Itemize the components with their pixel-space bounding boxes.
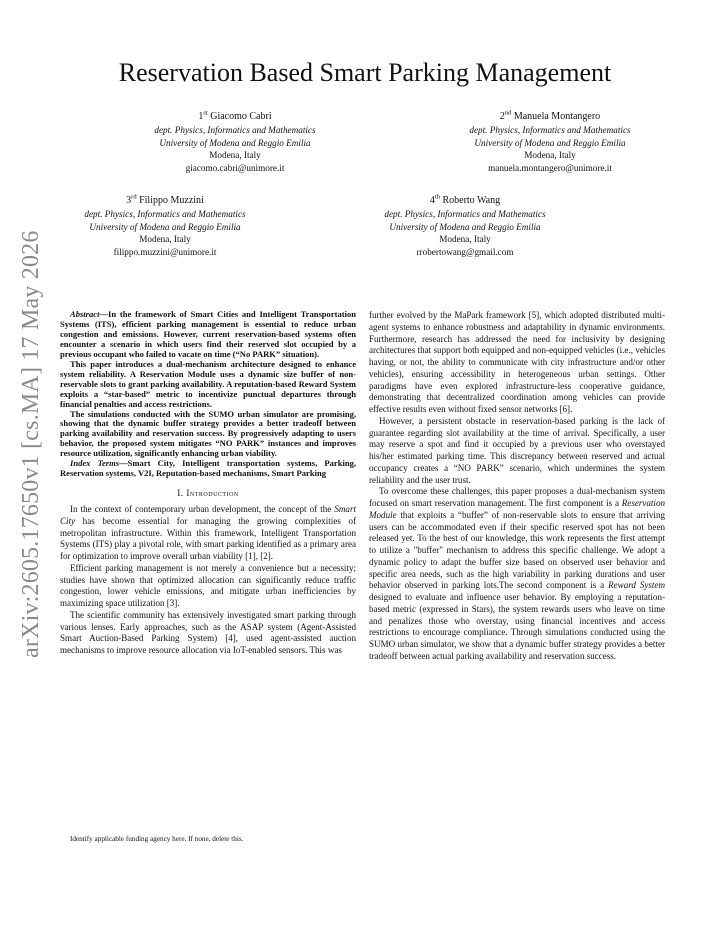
author-city: Modena, Italy: [524, 150, 576, 161]
funding-footnote: Identify applicable funding agency here. If none, delete this.: [70, 835, 244, 843]
paper-title: Reservation Based Smart Parking Management: [118, 58, 612, 87]
author-university: University of Modena and Reggio Emilia: [389, 221, 541, 232]
author-university: University of Modena and Reggio Emilia: [159, 137, 311, 148]
author-name: 4th Roberto Wang: [429, 193, 501, 206]
author-city: Modena, Italy: [139, 234, 191, 245]
author-block-2: [425, 110, 675, 174]
author-block-1: [110, 110, 360, 174]
author-name: 1st Giacomo Cabri: [198, 109, 272, 122]
abstract-paragraph: The simulations conducted with the SUMO urban simulator are promising, showing that the dynamic buffer strategy provides a better tradeoff between parking availability and reservation success. By progressively adapting to users behavior, the proposed system mitigates “NO PARK” instances and improves resource utilization, significantly enhancing urban viability.: [60, 408, 356, 459]
arxiv-side-stamp: arXiv:2605.17650v1 [cs.MA] 17 May 2026: [18, 230, 44, 658]
abstract-paragraph: This paper introduces a dual-mechanism architecture designed to enhance system reliability. A Reservation Module uses a dynamic size buffer of non-reservable slots to grant parking availability. A reputation-based Reward System exploits a “star-based” metric to incentivize punctual departures through financial penalties and access restrictions.: [60, 358, 356, 409]
author-dept: dept. Physics, Informatics and Mathematics: [469, 125, 631, 135]
author-email: filippo.muzzini@unimore.it: [113, 246, 217, 257]
body-paragraph: In the context of contemporary urban development, the concept of the Smart City has become essential for managing the growing complexities of metropolitan infrastructure. Within this framework, Intelligent Transportation Systems (ITS) play a pivotal role, with smart parking identified as a primary area for optimization to improve overall urban viability [1], [2].: [60, 504, 356, 562]
abstract-lead: Abstract: [70, 309, 100, 319]
author-name: 3rd Filippo Muzzini: [126, 193, 204, 206]
author-name: 2nd Manuela Montangero: [499, 109, 601, 122]
author-block-4: [340, 194, 590, 258]
author-dept: dept. Physics, Informatics and Mathematics: [84, 209, 246, 219]
index-terms: Index Terms—Smart City, Intelligent transportation systems, Parking, Reservation systems, V2I, Reputation-based mechanisms, Smart Parking: [60, 458, 357, 479]
right-column-body: [369, 310, 665, 663]
body-paragraph: However, a persistent obstacle in reservation-based parking is the lack of guarantee regarding slot availability at the time of arrival. Specifically, a user may reserve a spot and find it occupied by a previous user who overstayed his/her estimated parking time. This discrepancy between reserved and actual occupancy creates a “NO PARK” scenario, which undermines the system reliability and the user trust.: [369, 415, 665, 485]
author-block-3: [40, 194, 290, 258]
author-city: Modena, Italy: [439, 234, 491, 245]
body-paragraph: The scientific community has extensively investigated smart parking through various lenses. Early approaches, such as the ASAP system (Agent-Assisted Smart Auction-Based Parking System) [4], used agent-assisted auction mechanisms to improve resource allocation via IoT-enabled sensors. This was: [60, 609, 356, 656]
author-dept: dept. Physics, Informatics and Mathematics: [154, 125, 316, 135]
author-dept: dept. Physics, Informatics and Mathematics: [384, 209, 546, 219]
abstract-paragraph: Abstract—In the framework of Smart Cities and Intelligent Transportation Systems (ITS), efficient parking management is essential to reduce urban congestion and emissions. However, current reservation-based systems often encounter a scenario in which users find their reserved slot occupied by a previous occupant who failed to vacate on time (“No PARK” situation).: [60, 309, 356, 359]
author-university: University of Modena and Reggio Emilia: [474, 137, 626, 148]
author-email: giacomo.cabri@unimore.it: [185, 162, 285, 173]
abstract: [60, 310, 356, 479]
author-city: Modena, Italy: [209, 150, 261, 161]
right-column: [369, 310, 665, 663]
section-heading-introduction: I. Introduction: [177, 488, 239, 499]
author-email: manuela.montangero@unimore.it: [488, 162, 612, 173]
body-paragraph: To overcome these challenges, this paper proposes a dual-mechanism system focused on smart reservation management. The first component is a Reservation Module that exploits a “buffer” of non-reservable slots to ensure that arriving users can be accommodated even if their specific reserved spot has not been released yet. To the best of our knowledge, this work represents the first attempt to utilize a "buffer" mechanism to address this specific challenge. We adopt a dynamic policy to adapt the buffer size based on observed user behavior and specific area needs, such as the high variability in parking durations and user behavior observed in parking lots.The second component is a Reward System designed to evaluate and influence user behavior. By employing a reputation-based metric (expressed in Stars), the system rewards users who leave on time and penalizes those who overstay, using financial incentives and access restrictions to encourage compliance. Through simulations conducted using the SUMO urban simulator, we show that a dynamic buffer strategy provides a better tradeoff between actual parking availability and reservation success.: [369, 486, 665, 661]
introduction-body: [60, 504, 356, 657]
body-paragraph: further evolved by the MaPark framework [5], which adopted distributed multi-agent systems to enhance robustness and adaptability in dynamic environments. Furthermore, research has addressed the need for inclusivity by designing architectures that support both equipped and non-equipped vehicles (i.e., vehicles having, or not, the ability to communicate with city infrastructure and/or other vehicles), ensuring accessibility in heterogeneous urban settings. Other paradigms have even explored infrastructure-less cooperative guidance, demonstrating that decentralized coordination among vehicles can provide effective results even without fixed sensor networks [6].: [369, 310, 665, 414]
author-university: University of Modena and Reggio Emilia: [89, 221, 241, 232]
body-paragraph: Efficient parking management is not merely a convenience but a necessity; studies have shown that optimized allocation can significantly reduce traffic congestion, lower vehicle emissions, and mitigate urban inefficiencies by maximizing space utilization [3].: [60, 562, 356, 609]
index-terms-lead: Index Terms: [70, 458, 120, 469]
author-email: rrobertowang@gmail.com: [416, 246, 514, 257]
left-column: [60, 310, 356, 657]
